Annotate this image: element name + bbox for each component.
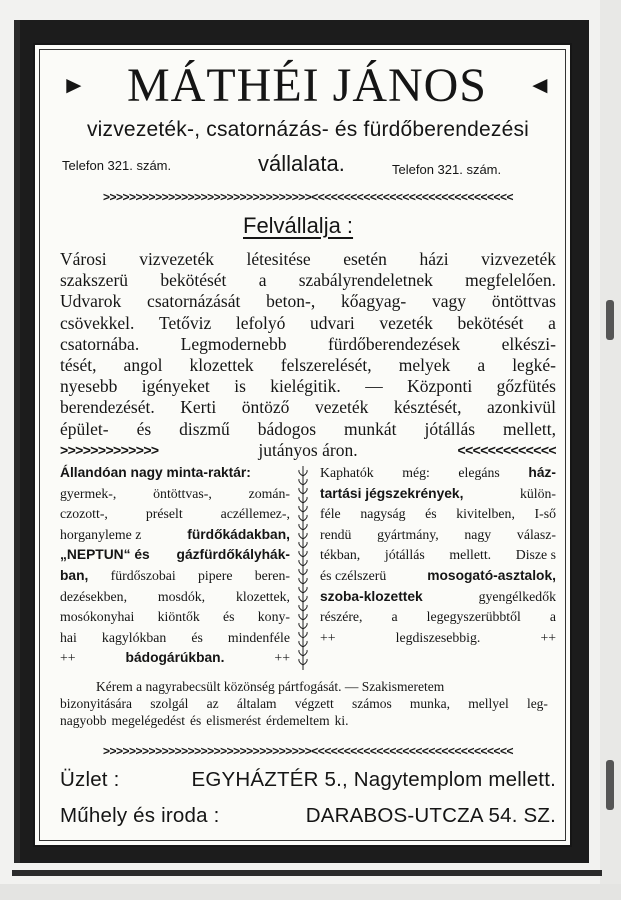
text-line <box>60 648 290 669</box>
text-line <box>60 334 556 355</box>
word: Kaphatók <box>320 465 374 480</box>
word: tékban, <box>320 547 361 563</box>
word: vezeték <box>379 312 433 333</box>
word: szakszerü <box>60 270 129 291</box>
word: és <box>136 418 152 439</box>
word: és <box>191 629 203 645</box>
word: megfelelően. <box>465 270 556 291</box>
left-column-stock <box>60 463 290 669</box>
word: mindenféle <box>227 629 290 645</box>
word: jótállás <box>384 547 425 563</box>
word: és czélszerü <box>320 567 387 583</box>
right-column-products <box>320 463 556 648</box>
word: szolgál <box>150 696 189 711</box>
word: legké- <box>512 355 556 376</box>
word: csövekkel. <box>60 312 135 333</box>
word: kivitelben, <box>456 506 515 522</box>
word: hai <box>60 629 77 645</box>
word: és <box>425 506 437 522</box>
scan-bottom-margin <box>0 884 621 900</box>
word: ház- <box>528 465 556 480</box>
chevron-divider-top: >>>>>>>>>>>>>>>>>>>>>>>>>>>>>>>><<<<<<<<<<<<<<<<<<<<<<<<<<<<<<< <box>103 190 513 204</box>
services-paragraph <box>60 249 556 461</box>
word: válasz- <box>516 526 556 542</box>
word: házi <box>419 249 449 269</box>
word: és <box>223 609 235 625</box>
text-line <box>320 587 556 608</box>
text-line <box>60 566 290 587</box>
word: jótállás <box>424 418 476 439</box>
word: Disze s <box>515 547 556 563</box>
word: és <box>189 713 202 728</box>
word: mosogató-asztalok, <box>427 567 556 583</box>
word: esetén <box>343 249 387 269</box>
text-line <box>60 419 556 440</box>
word: — <box>365 376 383 397</box>
word: zomán- <box>248 485 290 501</box>
word: nagyság <box>360 506 406 522</box>
word: fürdőberendezések <box>327 333 461 354</box>
word: nagyobb <box>60 713 107 728</box>
word: horganyleme z <box>60 526 142 542</box>
word: tését, <box>60 355 97 376</box>
section-heading: Felvállalja : <box>243 213 354 238</box>
text-line <box>60 712 548 729</box>
word: csatornázását <box>147 291 241 312</box>
text-line <box>60 291 556 312</box>
word: végzett <box>294 696 334 711</box>
text-line <box>60 313 556 334</box>
word: mellett. <box>449 547 492 563</box>
word: számos <box>351 696 392 711</box>
text-line <box>60 504 290 525</box>
word: kiöntők <box>157 609 200 625</box>
phone-right: Telefon 321. szám. <box>392 162 502 177</box>
word: Központi <box>407 376 473 397</box>
word: ++ <box>60 650 76 666</box>
word: melyek <box>398 355 451 376</box>
word: vizvezeték <box>481 249 556 269</box>
word: bádogos <box>257 418 317 439</box>
workshop-label: Műhely és iroda : <box>60 804 220 827</box>
price-text: jutányos áron. <box>258 439 358 460</box>
shop-address <box>60 768 556 792</box>
word: Udvarok <box>60 291 122 312</box>
text-line <box>60 525 290 546</box>
word: bekötését <box>457 312 524 333</box>
word: részére, <box>320 609 363 625</box>
word: gázfürdőkályhák- <box>176 547 290 563</box>
word: még: <box>402 465 430 480</box>
company-type: vállalata. <box>258 151 345 176</box>
scan-bottom-bar <box>12 870 602 876</box>
word: beton-, <box>266 291 316 312</box>
word: a <box>549 609 556 625</box>
word: „NEPTUN“ és <box>60 547 150 563</box>
word: a <box>548 312 556 333</box>
word: aczéllemez-, <box>220 506 290 522</box>
word: fürdőszobai <box>110 567 176 583</box>
word: pipere <box>198 567 233 583</box>
scan-margin-right <box>600 0 621 900</box>
word: bekötését <box>160 270 227 291</box>
word: csatornába. <box>60 333 140 354</box>
arrow-run: <<<<<<<<<<<<< <box>457 441 556 458</box>
word: klozettek, <box>235 588 290 604</box>
word: érdemeltem <box>265 713 330 728</box>
word: ++ <box>540 629 556 645</box>
text-line <box>60 587 290 608</box>
word: préselt <box>145 506 183 522</box>
text-line <box>320 545 556 566</box>
arrow-run: >>>>>>>>>>>>> <box>60 441 159 458</box>
word: elismerést <box>206 713 261 728</box>
workshop-value: DARABOS-UTCZA 54. SZ. <box>305 804 556 827</box>
word: a <box>391 609 398 625</box>
word: nagy <box>464 526 492 542</box>
text-line <box>320 463 556 484</box>
word: mosdók, <box>157 588 206 604</box>
word: Kerti <box>180 397 217 418</box>
word: munkát <box>344 418 397 439</box>
closing-paragraph <box>60 678 548 729</box>
text-line <box>60 397 556 418</box>
text-line <box>60 249 556 270</box>
left-triangle-icon: ► <box>61 72 87 99</box>
word: angol <box>123 355 163 376</box>
word: klozettek <box>189 355 254 376</box>
word: felszerelését, <box>280 355 372 376</box>
text-line: Kérem a nagyrabecsült közönség pártfogását. — Szakismeretem <box>96 679 445 694</box>
ad-title <box>61 59 553 112</box>
chevron-divider-bottom: >>>>>>>>>>>>>>>>>>>>>>>>>>>>>>>><<<<<<<<<<<<<<<<<<<<<<<<<<<<<<< <box>103 744 513 758</box>
word: azonkivül <box>486 397 556 418</box>
word: szoba-klozettek <box>320 588 423 604</box>
word: is <box>234 376 246 397</box>
word: ++ <box>274 650 290 666</box>
word: nyesebb <box>60 376 118 397</box>
word: Városi <box>60 249 107 269</box>
word: a <box>477 355 486 376</box>
text-line <box>60 463 290 484</box>
word: rendü <box>320 526 352 542</box>
word: általam <box>236 696 277 711</box>
word: tartási jégszekrények, <box>320 485 464 501</box>
word: mellyel <box>468 696 509 711</box>
word: berendezését. <box>60 397 155 418</box>
word: legdiszesebbig. <box>395 629 481 645</box>
scan-mark <box>606 760 614 810</box>
word: gyengélkedők <box>478 588 556 604</box>
text-line <box>60 695 548 712</box>
text-line <box>320 504 556 525</box>
wheat-divider-icon <box>296 466 310 670</box>
word: gyártmány, <box>377 526 439 542</box>
workshop-address <box>60 804 556 828</box>
word: legegyszerübbtől <box>426 609 521 625</box>
word: épület- <box>60 418 109 439</box>
shop-label: Üzlet : <box>60 768 120 791</box>
company-name: MÁTHÉI JÁNOS <box>127 59 487 112</box>
word: vezeték <box>314 397 369 418</box>
right-triangle-icon: ◄ <box>527 72 553 99</box>
word: ban, <box>60 567 89 583</box>
text-line <box>320 566 556 587</box>
frame-edge <box>14 20 20 863</box>
word: gyermek-, <box>60 485 117 501</box>
word: az <box>206 696 219 711</box>
word: öntöttvas <box>491 291 556 312</box>
company-subtitle: vizvezeték-, csatornázás- és fürdőberendezési <box>86 118 530 141</box>
word: öntöttvas-, <box>153 485 212 501</box>
word: vagy <box>431 291 467 312</box>
word: bádogárúkban. <box>125 650 225 666</box>
word: kőagyag- <box>341 291 407 312</box>
text-line <box>60 355 556 376</box>
word: kony- <box>257 609 290 625</box>
text-line <box>60 484 290 505</box>
word: vizvezeték <box>139 249 214 269</box>
word: Legmodernebb <box>180 333 287 354</box>
text-line <box>60 545 290 566</box>
word: igényeket <box>141 376 210 397</box>
word: dezésekben, <box>60 588 128 604</box>
word: ++ <box>320 629 336 645</box>
word: ki. <box>334 713 349 728</box>
text-line <box>60 628 290 649</box>
word: gőzfütés <box>496 376 556 397</box>
word: I-ső <box>534 506 556 522</box>
word: öntöző <box>241 397 290 418</box>
text-line <box>320 607 556 628</box>
text-line <box>320 628 556 649</box>
word: a <box>258 270 267 291</box>
word: diszmű <box>179 418 230 439</box>
text-line <box>60 440 556 461</box>
word: szabályrendeletnek <box>298 270 433 291</box>
word: fürdőkádakban, <box>187 526 290 542</box>
text-line <box>320 484 556 505</box>
word: mosókonyhai <box>60 609 135 625</box>
word: kagylókban <box>101 629 167 645</box>
word: elkészi- <box>501 333 556 354</box>
shop-value: EGYHÁZTÉR 5., Nagytemplom mellett. <box>191 768 556 791</box>
text-line <box>60 270 556 291</box>
phone-left: Telefon 321. szám. <box>62 158 172 173</box>
word: kielégitik. <box>270 376 341 397</box>
text-line <box>60 607 290 628</box>
word: megelégedést <box>111 713 185 728</box>
word: leg- <box>526 696 548 711</box>
word: késztését, <box>393 397 462 418</box>
word: Tetőviz <box>158 312 212 333</box>
scan-mark <box>606 300 614 340</box>
word: czozott-, <box>60 506 108 522</box>
word: udvari <box>310 312 355 333</box>
text-line <box>60 376 556 397</box>
word: elegáns <box>458 465 500 480</box>
word: lefolyó <box>235 312 286 333</box>
word: bizonyitására <box>60 696 132 711</box>
text-line <box>320 525 556 546</box>
word: beren- <box>254 567 290 583</box>
word: munka, <box>409 696 451 711</box>
word: Állandóan nagy minta-raktár: <box>60 465 251 480</box>
word: féle <box>320 506 341 522</box>
word: mellett, <box>503 418 556 439</box>
word: külön- <box>519 485 556 501</box>
word: létesitése <box>246 249 311 269</box>
